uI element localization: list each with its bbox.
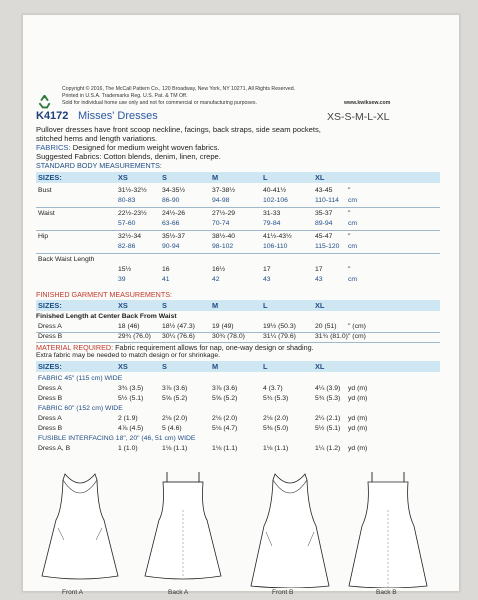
yardage-cell: 5⅜ (5.0) <box>263 425 289 432</box>
front-b-illustration <box>250 470 330 588</box>
material-sizes-header <box>36 361 440 372</box>
yardage-cell: 5⅝ (5.2) <box>212 395 238 402</box>
imperial-cell: 41½-43½ <box>263 233 292 240</box>
material-line-2: Extra fabric may be needed to match design or for shrinkage. <box>36 352 220 359</box>
yardage-cell: 5 (4.6) <box>162 425 182 432</box>
row-divider <box>36 230 440 231</box>
imperial-cell: 43-45 <box>315 187 333 194</box>
imperial-cell: 35-37 <box>315 210 333 217</box>
finished-subtitle: Finished Length at Center Back From Waist <box>36 313 177 320</box>
description-line-2: stitched hems and length variations. <box>36 134 158 143</box>
header-sizes: SIZES: <box>38 362 62 371</box>
imperial-cell: 38½-40 <box>212 233 236 240</box>
imperial-cell: 16½ <box>212 266 226 273</box>
finished-cell: 29¾ (76.0) <box>118 333 151 340</box>
front-a-illustration <box>40 470 120 588</box>
copyright-line: Copyright © 2016, The McCall Pattern Co., 120 Broadway, New York, NY 10271, All Rights Reserved. <box>62 86 296 92</box>
unit-cm: cm <box>348 197 358 204</box>
yardage-cell: 5½ (5.1) <box>118 395 144 402</box>
yardage-cell: 2⅛ (2.0) <box>263 415 289 422</box>
metric-cell: 98-102 <box>212 243 234 250</box>
yardage-cell: 2⅛ (2.0) <box>212 415 238 422</box>
back-b-illustration <box>348 470 428 588</box>
yardage-cell: 3¾ (3.5) <box>118 385 144 392</box>
yardage-cell: 1 (1.0) <box>118 445 138 452</box>
measurement-label: Waist <box>38 210 55 217</box>
header-l: L <box>263 362 268 371</box>
unit-label: yd (m) <box>348 395 368 402</box>
recycle-icon <box>36 93 53 110</box>
finished-cell: 18 (46) <box>118 323 140 330</box>
dress-label: Dress A <box>38 385 62 392</box>
header-m: M <box>212 173 219 182</box>
yardage-cell: 5½ (5.1) <box>315 425 341 432</box>
printed-line: Printed in U.S.A. Trademarks Reg. U.S. Pat. & TM Off. <box>62 93 188 99</box>
measurement-label: Bust <box>38 187 52 194</box>
measurement-label: Hip <box>38 233 49 240</box>
yardage-cell: 4 (3.7) <box>263 385 283 392</box>
unit-inch: " <box>348 210 351 217</box>
metric-cell: 106-110 <box>263 243 288 250</box>
imperial-cell: 34-35½ <box>162 187 186 194</box>
metric-cell: 94-98 <box>212 197 230 204</box>
caption-back-a: Back A <box>168 589 189 596</box>
pattern-code: K4172 <box>36 110 69 122</box>
home-use-line: Sold for individual home use only and not for commercial or manufacturing purposes. <box>62 100 257 106</box>
metric-cell: 115-120 <box>315 243 340 250</box>
dress-label: Dress B <box>38 425 63 432</box>
size-range: XS-S-M-L-XL <box>327 111 390 123</box>
metric-cell: 57-60 <box>118 220 136 227</box>
metric-cell: 79-84 <box>263 220 281 227</box>
unit-label: yd (m) <box>348 445 368 452</box>
imperial-cell: 31-33 <box>263 210 281 217</box>
imperial-cell: 22½-23½ <box>118 210 147 217</box>
finished-cell: 30¼ (76.6) <box>162 333 195 340</box>
back-a-illustration <box>143 470 223 588</box>
caption-front-b: Front B <box>272 589 294 596</box>
website-link[interactable]: www.kwiksew.com <box>344 100 391 106</box>
metric-cell: 43 <box>263 276 271 283</box>
header-xl: XL <box>315 301 325 310</box>
row-divider <box>36 253 440 254</box>
unit-inch: " <box>348 233 351 240</box>
body-measurements-title: STANDARD BODY MEASUREMENTS: <box>36 161 162 170</box>
unit-cm: cm <box>348 220 358 227</box>
metric-cell: 63-66 <box>162 220 180 227</box>
header-s: S <box>162 362 167 371</box>
header-xl: XL <box>315 362 325 371</box>
yardage-cell: 3⅞ (3.6) <box>212 385 238 392</box>
header-sizes: SIZES: <box>38 301 62 310</box>
caption-back-b: Back B <box>376 589 397 596</box>
finished-cell: 31¾ (81.0) <box>315 333 348 340</box>
yardage-cell: 1⅛ (1.1) <box>162 445 188 452</box>
unit-label: " (cm) <box>348 323 366 330</box>
header-xl: XL <box>315 173 325 182</box>
finished-cell: 18½ (47.3) <box>162 323 195 330</box>
metric-cell: 41 <box>162 276 170 283</box>
measurement-label: Back Waist Length <box>38 256 95 263</box>
yardage-cell: 4⅞ (4.5) <box>118 425 144 432</box>
header-sizes: SIZES: <box>38 173 62 182</box>
imperial-cell: 32½-34 <box>118 233 142 240</box>
fabric-width-title: FABRIC 60" (152 cm) WIDE <box>38 405 123 412</box>
yardage-cell: 1¼ (1.2) <box>315 445 341 452</box>
metric-cell: 110-114 <box>315 197 339 204</box>
imperial-cell: 45-47 <box>315 233 333 240</box>
suggested-fabrics: Suggested Fabrics: Cotton blends, denim, linen, crepe. <box>36 152 221 161</box>
yardage-cell: 2¼ (2.1) <box>315 415 341 422</box>
unit-label: " (cm) <box>348 333 366 340</box>
body-sizes-header <box>36 172 440 183</box>
header-s: S <box>162 301 167 310</box>
fabric-width-title: FUSIBLE INTERFACING 18", 20" (46, 51 cm) WIDE <box>38 435 196 442</box>
metric-cell: 70-74 <box>212 220 230 227</box>
unit-cm: cm <box>348 276 358 283</box>
pattern-title: Misses' Dresses <box>78 110 158 122</box>
imperial-cell: 24½-26 <box>162 210 186 217</box>
yardage-cell: 2 (1.9) <box>118 415 138 422</box>
header-m: M <box>212 301 219 310</box>
finished-cell: 30¾ (78.0) <box>212 333 245 340</box>
unit-inch: " <box>348 266 351 273</box>
dress-label: Dress A <box>38 415 62 422</box>
header-l: L <box>263 301 268 310</box>
imperial-cell: 27½-29 <box>212 210 236 217</box>
imperial-cell: 17 <box>315 266 323 273</box>
header-xs: XS <box>118 362 128 371</box>
row-divider <box>36 207 440 208</box>
finished-cell: 19 (49) <box>212 323 234 330</box>
yardage-cell: 5¾ (5.3) <box>315 395 341 402</box>
dress-label: Dress B <box>38 333 63 340</box>
yardage-cell: 5⅛ (4.7) <box>212 425 238 432</box>
fabrics-text: Designed for medium weight woven fabrics. <box>72 143 220 152</box>
yardage-cell: 2⅛ (2.0) <box>162 415 188 422</box>
header-l: L <box>263 173 268 182</box>
caption-front-a: Front A <box>62 589 83 596</box>
imperial-cell: 15½ <box>118 266 132 273</box>
yardage-cell: 5⅝ (5.2) <box>162 395 188 402</box>
metric-cell: 82-86 <box>118 243 136 250</box>
unit-cm: cm <box>348 243 358 250</box>
header-xs: XS <box>118 173 128 182</box>
finished-sizes-header <box>36 300 440 311</box>
metric-cell: 86-90 <box>162 197 180 204</box>
unit-label: yd (m) <box>348 425 368 432</box>
dress-label: Dress B <box>38 395 63 402</box>
metric-cell: 90-94 <box>162 243 180 250</box>
dress-label: Dress A, B <box>38 445 71 452</box>
finished-cell: 20 (51) <box>315 323 337 330</box>
unit-label: yd (m) <box>348 415 368 422</box>
imperial-cell: 37-38½ <box>212 187 236 194</box>
yardage-cell: 3⅞ (3.6) <box>162 385 188 392</box>
finished-cell: 31¼ (79.6) <box>263 333 296 340</box>
fabric-width-title: FABRIC 45" (115 cm) WIDE <box>38 375 123 382</box>
header-m: M <box>212 362 219 371</box>
metric-cell: 39 <box>118 276 126 283</box>
yardage-cell: 5¾ (5.3) <box>263 395 289 402</box>
yardage-cell: 1⅛ (1.1) <box>212 445 238 452</box>
material-line-1: MATERIAL REQUIRED: Fabric requirement allows for nap, one-way design or shading. <box>36 343 314 352</box>
metric-cell: 102-106 <box>263 197 288 204</box>
dress-label: Dress A <box>38 323 62 330</box>
unit-label: yd (m) <box>348 385 368 392</box>
yardage-cell: 1⅛ (1.1) <box>263 445 289 452</box>
fabrics-label: FABRICS: <box>36 143 71 152</box>
metric-cell: 43 <box>315 276 323 283</box>
unit-inch: " <box>348 187 351 194</box>
finished-cell: 19½ (50.3) <box>263 323 296 330</box>
header-s: S <box>162 173 167 182</box>
metric-cell: 80-83 <box>118 197 136 204</box>
imperial-cell: 35½-37 <box>162 233 186 240</box>
finished-title: FINISHED GARMENT MEASUREMENTS: <box>36 290 173 299</box>
header-xs: XS <box>118 301 128 310</box>
metric-cell: 89-94 <box>315 220 333 227</box>
imperial-cell: 16 <box>162 266 170 273</box>
imperial-cell: 40-41½ <box>263 187 287 194</box>
description-line-1: Pullover dresses have front scoop neckline, facings, back straps, side seam pockets, <box>36 125 321 134</box>
imperial-cell: 17 <box>263 266 271 273</box>
metric-cell: 42 <box>212 276 220 283</box>
yardage-cell: 4¼ (3.9) <box>315 385 341 392</box>
imperial-cell: 31½-32½ <box>118 187 147 194</box>
